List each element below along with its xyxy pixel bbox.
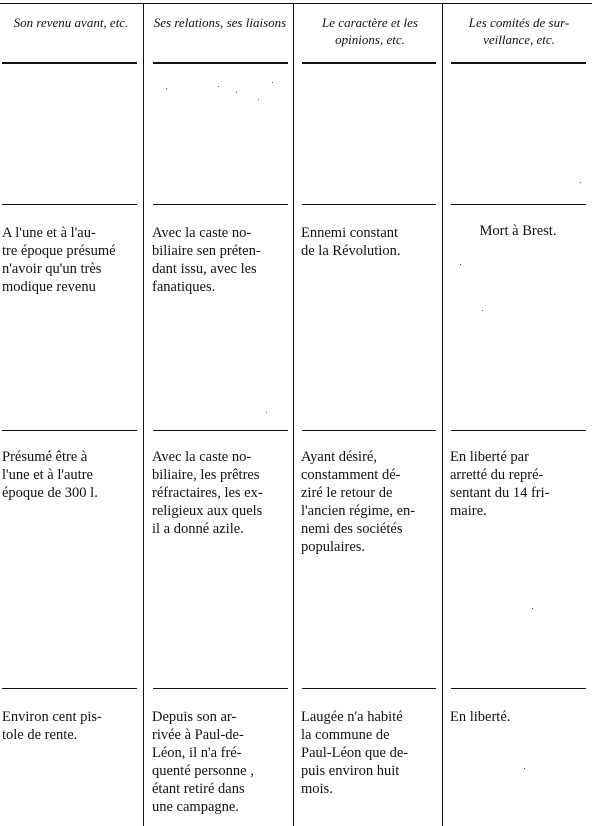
top-rule <box>0 3 592 4</box>
header-rule <box>2 62 137 64</box>
row-rule <box>153 204 288 205</box>
column-header-committees: Les comités de sur- veillance, etc. <box>468 15 570 47</box>
row-rule <box>2 204 137 205</box>
table-cell: Laugée n'a habité la commune de Paul-Léon que de- puis environ huit mois. <box>301 709 409 797</box>
column-header-character: Le caractère et les opinions, etc. <box>322 15 418 47</box>
table-cell: Avec la caste no- biliaire sen préten- dant issu, avec les fanatiques. <box>152 225 261 295</box>
table-cell: Avec la caste no- biliaire, les prêtres réfractaires, les ex- religieux aux quels il a donné azile. <box>152 449 263 537</box>
column-divider <box>442 3 443 826</box>
table-cell: A l'une et à l'au- tre époque présumé n'avoir qu'un très modique revenu <box>2 225 116 295</box>
table-cell: Environ cent pis- tole de rente. <box>2 709 102 743</box>
table-cell: Ennemi constant de la Révolution. <box>301 225 401 259</box>
table-cell: Présumé être à l'une et à l'autre époque de 300 l. <box>2 449 98 501</box>
row-rule <box>2 688 137 689</box>
header-rule <box>302 62 436 64</box>
row-rule <box>302 430 436 431</box>
column-divider <box>143 3 144 826</box>
table-cell: Depuis son ar- rivée à Paul-de- Léon, il n'a fré- quenté personne , étant retiré dans une campagne. <box>152 709 254 815</box>
header-rule <box>451 62 586 64</box>
table-cell: En liberté. <box>450 709 511 725</box>
row-rule <box>451 688 586 689</box>
row-rule <box>2 430 137 431</box>
header-rule <box>153 62 288 64</box>
column-header-revenue: Son revenu avant, etc. <box>13 15 129 30</box>
row-rule <box>153 430 288 431</box>
row-rule <box>451 430 586 431</box>
row-rule <box>451 204 586 205</box>
row-rule <box>302 688 436 689</box>
table-cell: En liberté par arretté du repré- sentant du 14 fri- maire. <box>450 449 550 519</box>
row-rule <box>153 688 288 689</box>
column-header-relations: Ses relations, ses liaisons <box>153 15 287 30</box>
table-cell: Mort à Brest. <box>479 223 557 239</box>
row-rule <box>302 204 436 205</box>
table-cell: Ayant désiré, constamment dé- ziré le retour de l'ancien régime, en- nemi des sociétés populaires. <box>301 449 416 555</box>
column-divider <box>293 3 294 826</box>
